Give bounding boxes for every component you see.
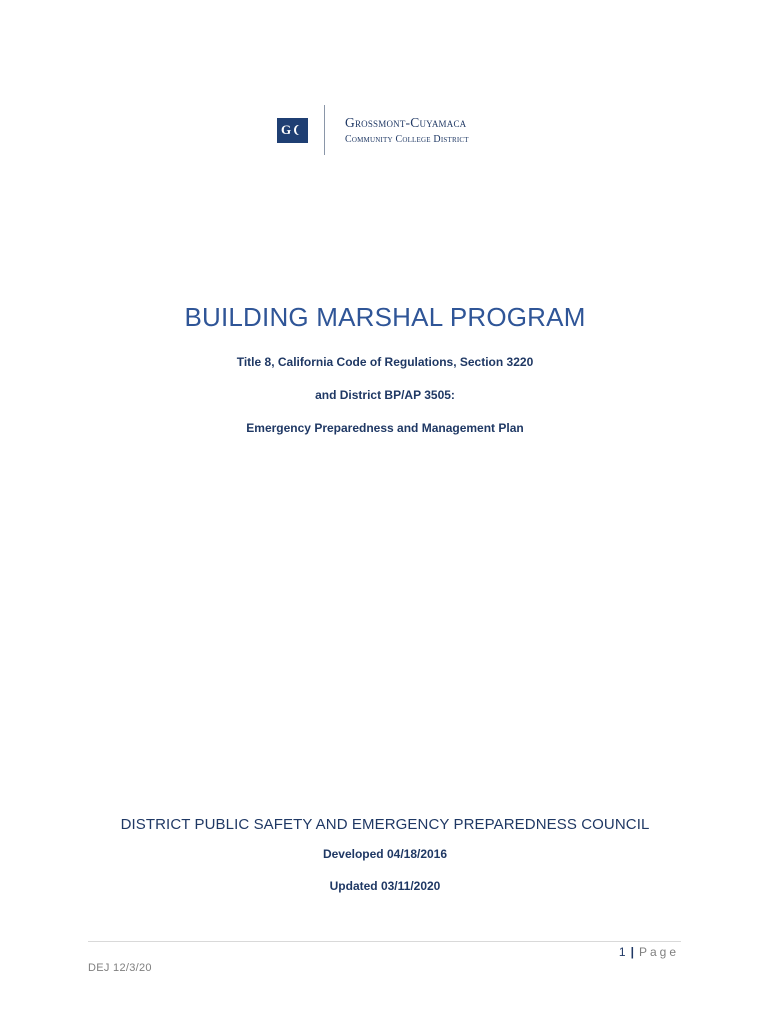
document-title: BUILDING MARSHAL PROGRAM [184, 302, 586, 332]
page-number-separator: | [630, 945, 634, 959]
page-number-value: 1 [618, 945, 626, 959]
developed-date: Developed 04/18/2016 [322, 847, 448, 861]
crescent-icon [296, 125, 304, 135]
updated-date: Updated 03/11/2020 [329, 879, 441, 893]
district-policy-line: and District BP/AP 3505: [315, 388, 455, 402]
logo-district-subtitle: Community College District [345, 133, 469, 145]
page-word: Page [638, 945, 679, 959]
page-number [619, 945, 679, 959]
regulation-line: Title 8, California Code of Regulations, Section 3220 [236, 355, 534, 369]
plan-name-line: Emergency Preparedness and Management Plan [246, 421, 524, 435]
logo-divider [324, 105, 325, 155]
footer-divider [88, 941, 681, 942]
logo-district-name: Grossmont-Cuyamaca [345, 114, 467, 130]
logo-mark-icon [277, 118, 308, 143]
footer-revision-note: DEJ 12/3/20 [88, 962, 152, 974]
logo-text [345, 114, 469, 147]
logo-mark-letter: G [280, 122, 292, 137]
district-logo [277, 104, 469, 156]
council-name: DISTRICT PUBLIC SAFETY AND EMERGENCY PREPAREDNESS COUNCIL [120, 816, 650, 833]
